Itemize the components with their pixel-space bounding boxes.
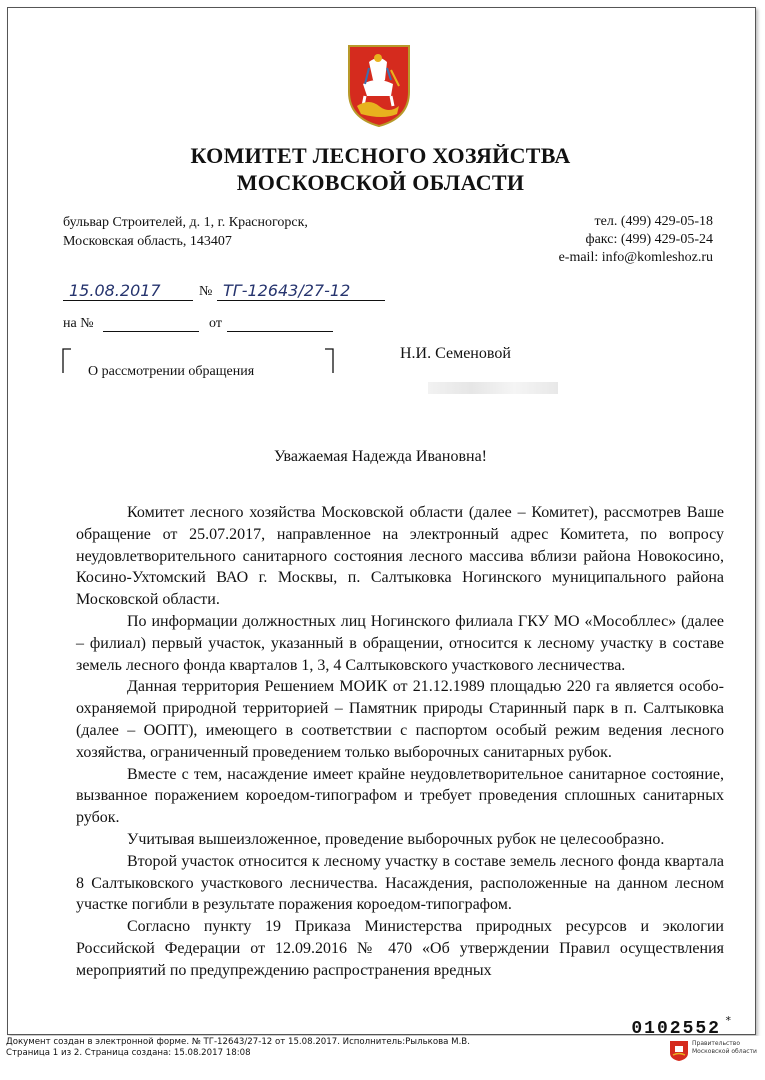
footer-text: [6, 1037, 470, 1058]
address-block: [63, 213, 308, 251]
body-paragraph: Согласно пункту 19 Приказа Министерства природных ресурсов и экологии Российской Федерации от 12.09.2016 № 470 «Об утверждении Правил осуществления мероприятий по предупреждению распространения вредных: [76, 918, 724, 979]
org-name-line2: МОСКОВСКОЙ ОБЛАСТИ: [236, 170, 525, 195]
org-name-line1: КОМИТЕТ ЛЕСНОГО ХОЗЯЙСТВА: [190, 143, 571, 168]
serial-number-mark: *: [725, 1014, 731, 1027]
body-paragraph: Учитывая вышеизложенное, проведение выборочных рубок не целесообразно.: [127, 830, 665, 848]
address-line1: бульвар Строителей, д. 1, г. Красногорск,: [63, 215, 308, 230]
body-paragraph: По информации должностных лиц Ногинского филиала ГКУ МО «Мособллес» (далее – филиал) первый участок, указанный в обращении, относится к лесному участку в составе земель лесного фонда кварталов 1, 3, 4 Салтыковского участкового лесничества.: [76, 612, 724, 674]
body-paragraph: Второй участок относится к лесному участку в составе земель лесного фонда квартала 8 Салтыковского участкового лесничества. Насаждения, расположенные на данном лесном участке погибли в результате поражения короедом-типографом.: [76, 852, 724, 914]
document-serial-number: 0102552: [631, 1019, 721, 1035]
moscow-oblast-coat-of-arms-icon: [343, 40, 415, 130]
body-paragraph: Вместе с тем, насаждение имеет крайне неудовлетворительное санитарное состояние, вызванное поражением короедом-типографом и требует проведения сплошных санитарных рубок.: [76, 765, 724, 827]
reply-reference-line: [63, 316, 393, 336]
gov-label-line1: Правительство: [692, 1040, 740, 1047]
footer-line2: Страница 1 из 2. Страница создана: 15.08.2017 18:08: [6, 1047, 251, 1058]
footer-line1: Документ создан в электронной форме. № ТГ-12643/27-12 от 15.08.2017. Исполнитель:Рылькова М.В.: [6, 1037, 470, 1047]
letter-page: [7, 7, 756, 1035]
fax: факс: (499) 429-05-24: [585, 232, 713, 247]
subject-bracket-right: [324, 348, 334, 374]
redacted-address: [428, 382, 558, 394]
subject-line: О рассмотрении обращения: [88, 364, 255, 379]
gov-label-line2: Московской области: [692, 1048, 757, 1055]
government-label: [692, 1040, 757, 1056]
registration-date: 15.08.2017: [69, 281, 161, 300]
salutation: Уважаемая Надежда Ивановна!: [273, 448, 487, 465]
government-logo-icon: [669, 1040, 689, 1062]
address-line2: Московская область, 143407: [63, 234, 232, 249]
body-paragraph: Данная территория Решением МОИК от 21.12.1989 площадью 220 га является особо-охраняемой природной территорией – Памятник природы Старинный парк в п. Салтыковка (далее – ООПТ), имеющего в соответствии с паспортом особый режим ведения лесного хозяйства, ограниченный проведением только выборочных санитарных рубок.: [76, 678, 724, 761]
reply-from-label: от: [209, 316, 222, 331]
contacts-block: [559, 213, 713, 267]
document-footer: [0, 1036, 765, 1080]
phone: тел. (499) 429-05-18: [594, 214, 713, 229]
body-paragraph: Комитет лесного хозяйства Московской области (далее – Комитет), рассмотрев Ваше обращение от 25.07.2017, направленное на электронный адрес Комитета, по вопросу неудовлетворительного санитарного состояния лесного массива вблизи района Новокосино, Косино-Ухтомский ВАО г. Москвы, п. Салтыковка Ногинского муниципального района Московской области.: [76, 504, 724, 609]
registration-line: [63, 280, 393, 304]
reply-number-label: на №: [63, 316, 94, 331]
email: e-mail: info@komleshoz.ru: [558, 250, 713, 265]
letter-body: [76, 502, 724, 982]
registration-number: ТГ-12643/27-12: [223, 281, 351, 300]
recipient-name: Н.И. Семеновой: [400, 345, 511, 362]
number-label: №: [199, 284, 213, 299]
organization-name: [8, 142, 753, 196]
subject-bracket-left: [62, 348, 72, 374]
